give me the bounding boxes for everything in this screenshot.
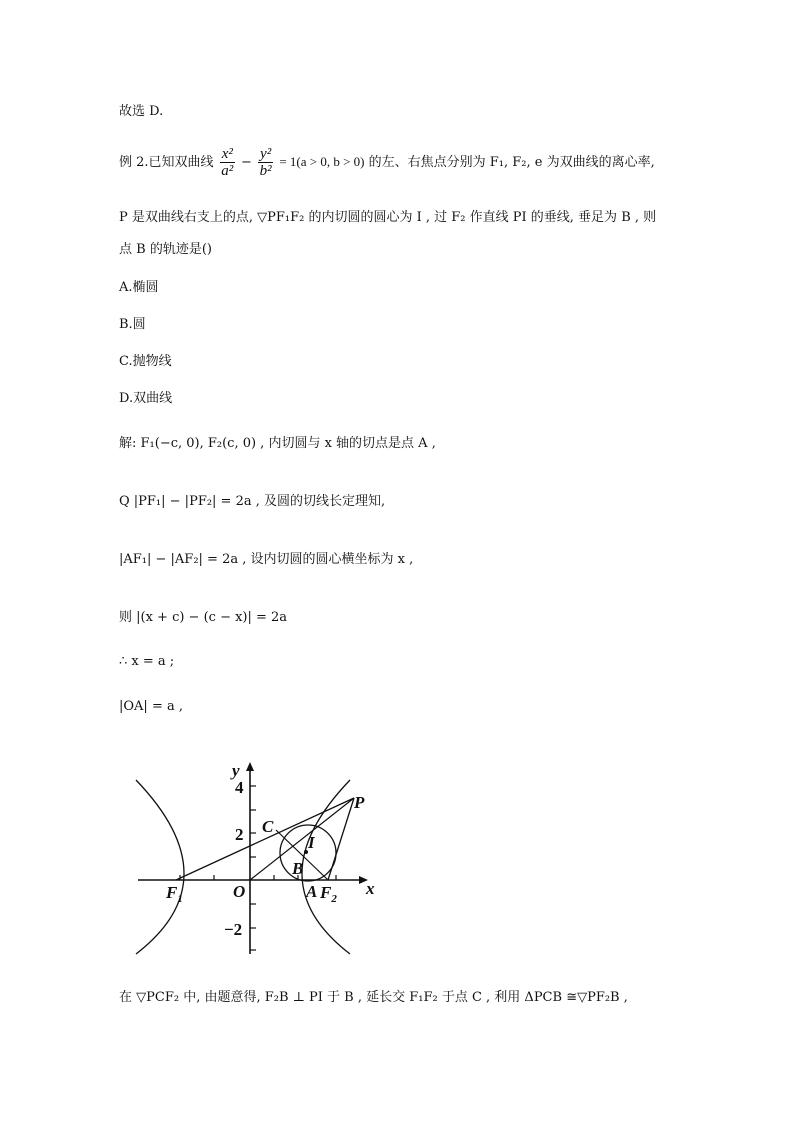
solution-line-2: Q |PF₁| − |PF₂| = 2a , 及圆的切线长定理知, — [119, 494, 386, 509]
minus-sign: − — [240, 155, 252, 170]
example-2-statement — [119, 146, 655, 179]
fraction-y2-b2: $\frac{\text{y²}}{\text{b²}}$ — [259, 146, 272, 179]
solution-line-1: 解: F₁(−c, 0), F₂(c, 0) , 内切圆与 x 轴的切点是点 A , — [119, 436, 436, 451]
label-F1: $F_1$ — [166, 883, 183, 905]
solution-line-7: 在 ▽PCF₂ 中, 由题意得, F₂B ⊥ PI 于 B , 延长交 F₁F₂ 于点 C , 利用 ΔPCB ≅▽PF₂B , — [119, 990, 628, 1005]
line-problem-body: P 是双曲线右支上的点, ▽PF₁F₂ 的内切圆的圆心为 I , 过 F₂ 作直线 PI 的垂线, 垂足为 B , 则 — [119, 210, 657, 225]
label-F2: $F_2$ — [320, 883, 337, 905]
y-axis-arrow — [246, 762, 254, 771]
tick-label-2: 2 — [235, 825, 244, 844]
solution-line-5: ∴ x = a ; — [119, 654, 175, 669]
tick-label-minus-2: −2 — [224, 920, 243, 939]
line-problem-question: 点 B 的轨迹是() — [119, 242, 212, 257]
axis-label-y: y — [232, 761, 240, 780]
fraction-x2-a2: $\frac{\text{x²}}{\text{a²}}$ — [221, 146, 234, 179]
solution-line-4: 则 |(x + c) − (c − x)| = 2a — [119, 610, 288, 625]
solution-line-6: |OA| = a , — [119, 699, 183, 714]
label-I: I — [308, 833, 315, 852]
label-P: P — [354, 793, 365, 812]
label-B: B — [292, 859, 304, 878]
example-rest: 的左、右焦点分别为 F₁, F₂, e 为双曲线的离心率, — [368, 155, 655, 170]
label-A: A — [306, 882, 318, 901]
example-prefix: 例 2.已知双曲线 — [119, 155, 214, 170]
option-c: C.抛物线 — [119, 354, 172, 369]
line-conclusion: 故选 D. — [119, 104, 164, 119]
hyperbola-diagram — [132, 758, 382, 958]
equation-condition: = 1(a > 0, b > 0) — [279, 154, 365, 169]
axis-label-x: x — [366, 879, 375, 898]
tick-label-4: 4 — [235, 778, 244, 797]
hyperbola-left-branch — [136, 780, 184, 954]
solution-line-3: |AF₁| − |AF₂| = 2a , 设内切圆的圆心横坐标为 x , — [119, 552, 414, 567]
option-a: A.椭圆 — [119, 280, 159, 295]
label-O: O — [233, 882, 246, 901]
option-d: D.双曲线 — [119, 391, 173, 406]
label-C: C — [262, 817, 274, 836]
option-b: B.圆 — [119, 317, 146, 332]
